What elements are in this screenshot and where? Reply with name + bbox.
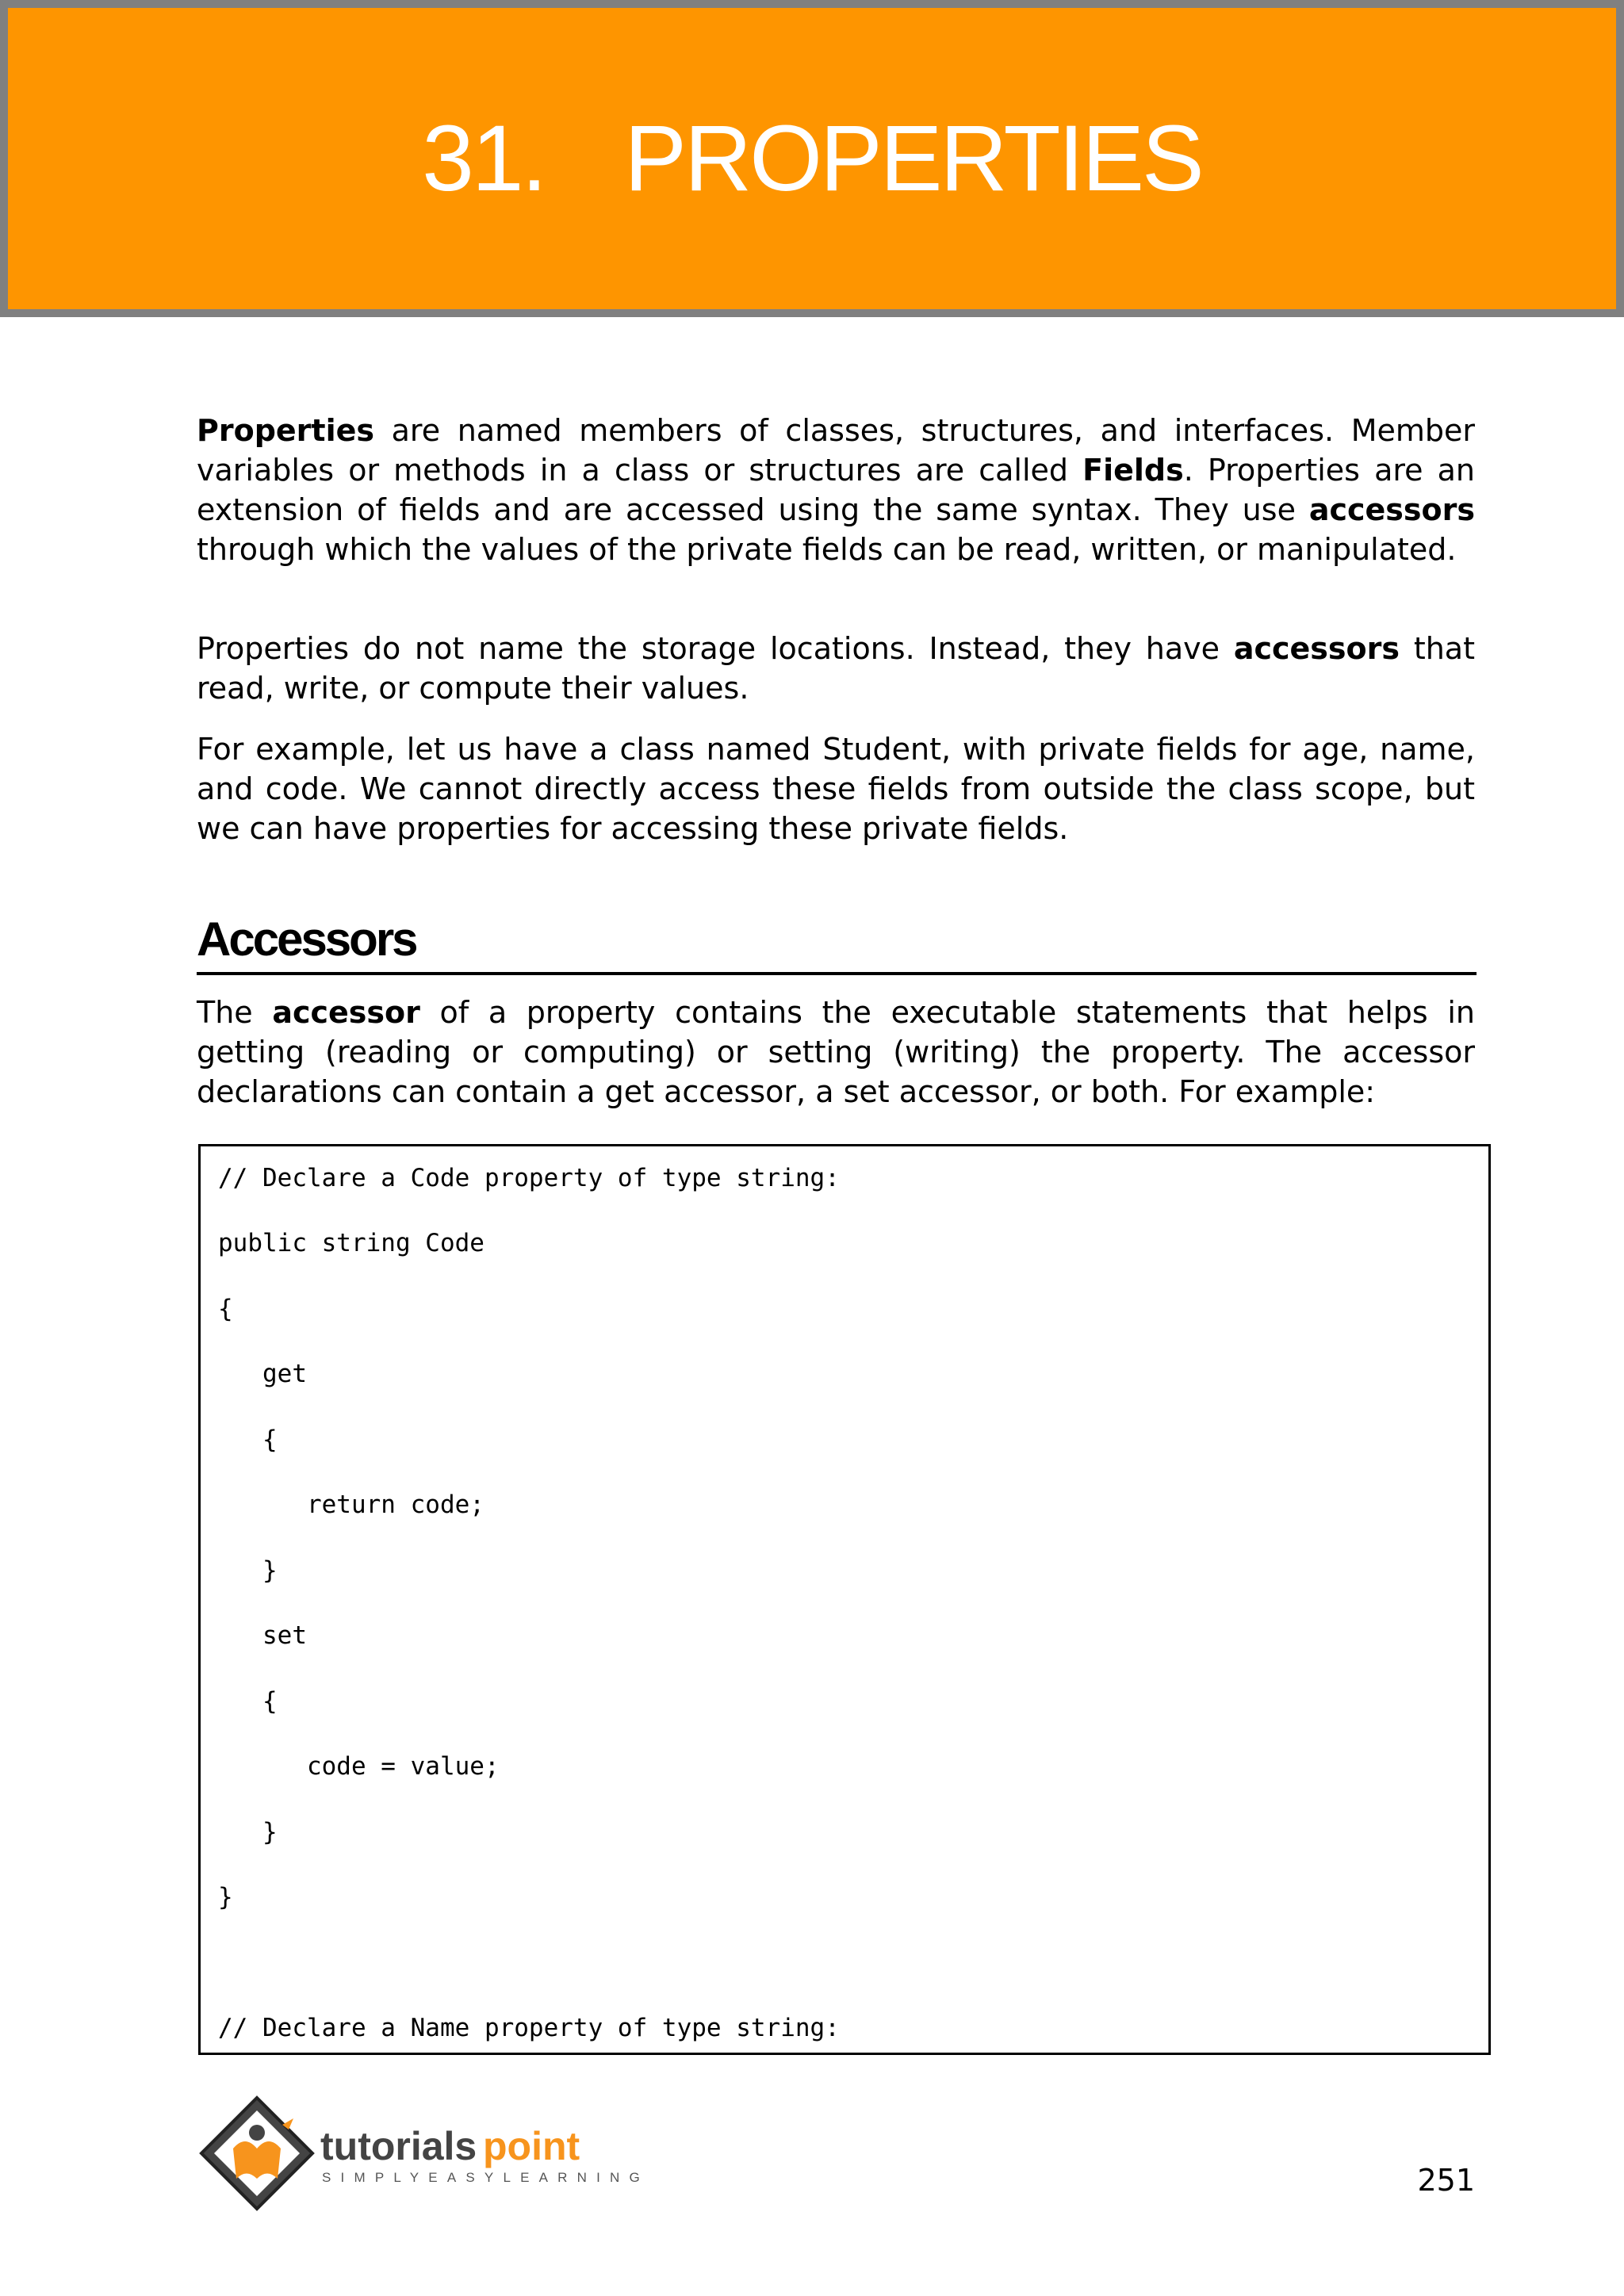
term-accessor: accessor [272, 995, 420, 1030]
logo-brand-a: tutorials [320, 2124, 477, 2168]
code-line: return code; [218, 1490, 485, 1519]
logo-brand-b: point [483, 2124, 580, 2168]
code-line: } [218, 1883, 233, 1911]
code-line: { [218, 1687, 278, 1716]
chapter-title-text: PROPERTIES [624, 106, 1202, 211]
logo-tagline: SIMPLYEASYLEARNING [322, 2170, 649, 2185]
accessors-paragraph [197, 993, 1475, 1112]
intro-p1-text-c: through which the values of the private fields can be read, written, or manipulated. [197, 532, 1457, 567]
code-line: } [218, 1556, 278, 1585]
section-heading-accessors: Accessors [197, 912, 1477, 975]
intro-p2-text-b: that read, write, or compute their values. [197, 631, 1475, 706]
tutorialspoint-logo [193, 2093, 653, 2228]
code-line: code = value; [218, 1752, 500, 1781]
code-line: { [218, 1295, 233, 1323]
intro-paragraph-1 [197, 411, 1475, 569]
code-line: // Declare a Name property of type string: [218, 2014, 840, 2042]
code-line: get [218, 1360, 307, 1388]
accessors-p-text-a: The [197, 995, 273, 1030]
intro-p2-text-a: Properties do not name the storage locations. Instead, they have [197, 631, 1234, 666]
chapter-banner [0, 0, 1624, 317]
term-properties: Properties [197, 413, 374, 448]
code-line: // Declare a Code property of type string: [218, 1164, 840, 1192]
code-line: } [218, 1818, 278, 1846]
page-number: 251 [1417, 2163, 1475, 2198]
intro-p1-text-b: . Properties are an extension of fields and are accessed using the same syntax. They use [197, 453, 1475, 527]
logo-emblem-icon [201, 2098, 312, 2209]
intro-p3-text: For example, let us have a class named Student, with private fields for age, name, and code. We cannot directly access these fields from outside the class scope, but we can have properties for accessing these private fields. [197, 732, 1475, 846]
term-fields: Fields [1082, 453, 1184, 488]
code-line: set [218, 1621, 307, 1650]
intro-p1-text-a: are named members of classes, structures, and interfaces. Member variables or methods in a class or structures are called [197, 413, 1475, 488]
chapter-number: 31. [422, 106, 546, 211]
code-block [198, 1144, 1491, 2055]
intro-paragraph-2 [197, 629, 1475, 708]
code-line: { [218, 1425, 278, 1454]
chapter-title [422, 105, 1202, 212]
term-accessors-2: accessors [1233, 631, 1400, 666]
accessors-p-text-b: of a property contains the executable statements that helps in getting (reading or computing) or setting (writing) the property. The accessor declarations can contain a get accessor, a set accessor, or both. For example: [197, 995, 1475, 1109]
code-line: public string Code [218, 1229, 485, 1257]
term-accessors: accessors [1308, 492, 1475, 527]
intro-paragraph-3 [197, 729, 1475, 848]
